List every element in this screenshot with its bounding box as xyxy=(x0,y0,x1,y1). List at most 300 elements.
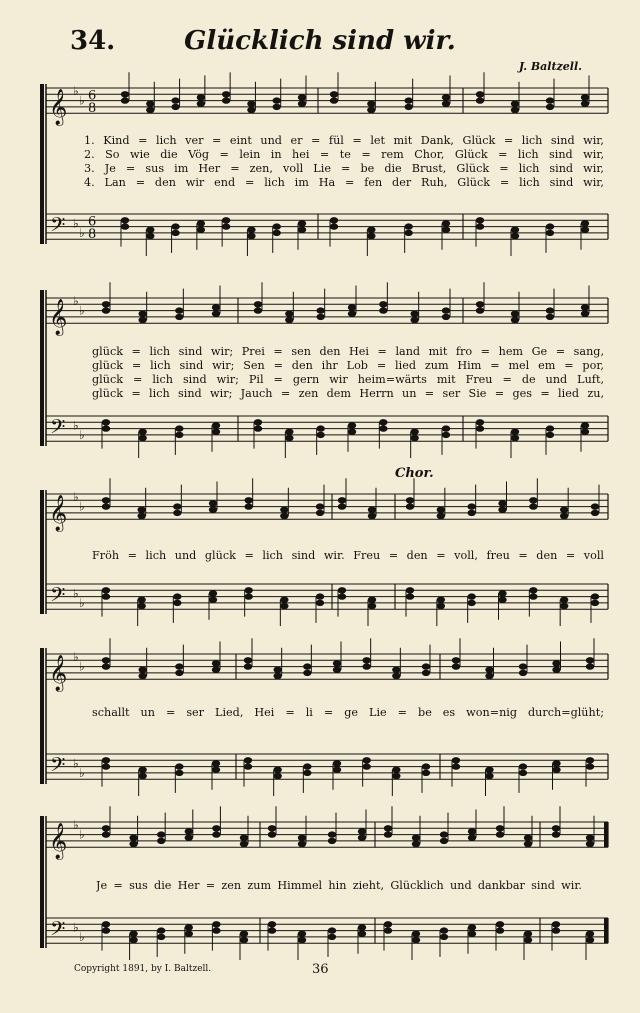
note xyxy=(285,317,293,323)
note xyxy=(524,841,532,847)
verses-system-2 xyxy=(92,345,604,401)
note xyxy=(212,831,220,837)
note xyxy=(212,311,220,317)
note xyxy=(406,497,414,503)
note xyxy=(476,97,484,103)
note xyxy=(247,101,255,107)
note xyxy=(185,828,193,834)
note xyxy=(173,510,181,516)
note xyxy=(247,227,255,233)
bass-clef: 𝄢 xyxy=(50,213,66,242)
flat-sign: ♭ xyxy=(73,294,79,309)
note xyxy=(529,497,537,503)
note xyxy=(586,657,594,663)
note xyxy=(175,763,183,769)
note xyxy=(121,217,129,223)
note xyxy=(338,587,346,593)
note xyxy=(529,593,537,599)
note xyxy=(586,841,594,847)
note xyxy=(212,921,220,927)
note xyxy=(212,304,220,310)
bass-clef: 𝄢 xyxy=(50,917,66,946)
note xyxy=(285,429,293,435)
note xyxy=(244,497,252,503)
note xyxy=(273,673,281,679)
note xyxy=(121,223,129,229)
note xyxy=(171,223,179,229)
note xyxy=(498,500,506,506)
note xyxy=(485,767,493,773)
note xyxy=(440,838,448,844)
hymn-title: Glücklich sind wir. xyxy=(184,26,456,56)
note xyxy=(442,101,450,107)
note xyxy=(476,419,484,425)
note xyxy=(437,603,445,609)
note xyxy=(298,101,306,107)
note xyxy=(212,667,220,673)
note xyxy=(222,217,230,223)
note xyxy=(368,597,376,603)
note xyxy=(316,425,324,431)
note xyxy=(368,603,376,609)
note xyxy=(524,931,532,937)
note xyxy=(222,97,230,103)
note xyxy=(581,227,589,233)
note xyxy=(358,931,366,937)
note xyxy=(442,314,450,320)
note xyxy=(316,510,324,516)
note xyxy=(358,835,366,841)
hymn-number: 34. xyxy=(70,26,116,56)
bass-clef: 𝄢 xyxy=(50,753,66,782)
note xyxy=(379,307,387,313)
note xyxy=(476,223,484,229)
note xyxy=(330,223,338,229)
treble-clef: 𝄞 xyxy=(49,823,68,860)
note xyxy=(410,429,418,435)
note xyxy=(102,927,110,933)
copyright: Copyright 1891, by I. Baltzell. xyxy=(74,964,212,974)
note xyxy=(102,503,110,509)
note xyxy=(392,667,400,673)
system-brace xyxy=(40,84,44,244)
note xyxy=(468,835,476,841)
note xyxy=(240,835,248,841)
note xyxy=(280,513,288,519)
note xyxy=(442,227,450,233)
note xyxy=(330,217,338,223)
note xyxy=(442,307,450,313)
note xyxy=(244,763,252,769)
note xyxy=(440,927,448,933)
note xyxy=(175,670,183,676)
note xyxy=(273,223,281,229)
note xyxy=(511,311,519,317)
note xyxy=(552,927,560,933)
note xyxy=(268,831,276,837)
note xyxy=(171,104,179,110)
note xyxy=(175,770,183,776)
note xyxy=(244,757,252,763)
note xyxy=(442,425,450,431)
note xyxy=(552,921,560,927)
flat-sign: ♭ xyxy=(73,490,79,505)
note xyxy=(362,757,370,763)
note xyxy=(519,670,527,676)
note xyxy=(467,593,475,599)
note xyxy=(316,432,324,438)
note xyxy=(529,587,537,593)
note xyxy=(410,311,418,317)
verse-line: glück = lich sind wir; Pil = gern wir heim=wärts mit Freu = de und Luft, xyxy=(92,373,604,386)
note xyxy=(367,101,375,107)
chorus-lyric-1: Fröh = lich und glück = lich sind wir. Freu = den = voll, freu = den = voll xyxy=(92,549,604,562)
note xyxy=(316,600,324,606)
note xyxy=(552,831,560,837)
note xyxy=(102,757,110,763)
time-signature: 6 xyxy=(88,88,97,104)
note xyxy=(212,422,220,428)
note xyxy=(581,220,589,226)
note xyxy=(328,934,336,940)
note xyxy=(511,435,519,441)
note xyxy=(581,311,589,317)
note xyxy=(581,94,589,100)
note xyxy=(285,311,293,317)
note xyxy=(358,828,366,834)
note xyxy=(467,510,475,516)
note xyxy=(496,825,504,831)
note xyxy=(121,91,129,97)
note xyxy=(303,763,311,769)
note xyxy=(121,97,129,103)
flat-sign: ♭ xyxy=(79,427,85,442)
composer: J. Baltzell. xyxy=(518,60,582,73)
note xyxy=(368,507,376,513)
note xyxy=(157,934,165,940)
note xyxy=(138,667,146,673)
note xyxy=(146,101,154,107)
note xyxy=(437,507,445,513)
note xyxy=(138,311,146,317)
note xyxy=(358,924,366,930)
note xyxy=(591,593,599,599)
note xyxy=(560,513,568,519)
note xyxy=(212,429,220,435)
time-signature: 8 xyxy=(88,227,97,243)
note xyxy=(468,931,476,937)
note xyxy=(254,419,262,425)
note xyxy=(316,307,324,313)
note xyxy=(392,773,400,779)
note xyxy=(303,670,311,676)
note xyxy=(452,763,460,769)
note xyxy=(560,507,568,513)
note xyxy=(404,223,412,229)
note xyxy=(552,667,560,673)
note xyxy=(102,587,110,593)
note xyxy=(581,429,589,435)
note xyxy=(581,304,589,310)
note xyxy=(511,429,519,435)
note xyxy=(404,97,412,103)
verses-system-1 xyxy=(84,134,604,190)
note xyxy=(209,590,217,596)
note xyxy=(511,317,519,323)
note xyxy=(157,927,165,933)
note xyxy=(412,835,420,841)
note xyxy=(298,94,306,100)
note xyxy=(173,503,181,509)
note xyxy=(362,663,370,669)
note xyxy=(316,503,324,509)
note xyxy=(452,657,460,663)
note xyxy=(452,663,460,669)
note xyxy=(138,767,146,773)
verse-line: 2. So wie die Vög = lein in hei = te = rem Chor, Glück = lich sind wir, xyxy=(84,148,604,161)
note xyxy=(333,760,341,766)
note xyxy=(157,831,165,837)
note xyxy=(244,593,252,599)
flat-sign: ♭ xyxy=(79,929,85,944)
system-brace xyxy=(40,290,44,446)
note xyxy=(212,660,220,666)
note xyxy=(138,429,146,435)
note xyxy=(476,425,484,431)
note xyxy=(367,107,375,113)
flat-sign: ♭ xyxy=(79,765,85,780)
note xyxy=(298,937,306,943)
note xyxy=(254,301,262,307)
note xyxy=(212,760,220,766)
note xyxy=(280,603,288,609)
note xyxy=(581,422,589,428)
note xyxy=(442,220,450,226)
note xyxy=(209,500,217,506)
note xyxy=(244,663,252,669)
note xyxy=(348,429,356,435)
note xyxy=(348,304,356,310)
note xyxy=(197,101,205,107)
note xyxy=(442,94,450,100)
note xyxy=(212,825,220,831)
note xyxy=(268,825,276,831)
note xyxy=(102,425,110,431)
note xyxy=(175,314,183,320)
note xyxy=(285,435,293,441)
note xyxy=(496,921,504,927)
note xyxy=(362,657,370,663)
verse-line: glück = lich sind wir; Sen = den ihr Lob = lied zum Him = mel em = por, xyxy=(92,359,604,372)
note xyxy=(476,307,484,313)
treble-clef: 𝄞 xyxy=(49,495,68,532)
note xyxy=(586,757,594,763)
note xyxy=(102,593,110,599)
note xyxy=(422,770,430,776)
note xyxy=(546,425,554,431)
note xyxy=(316,314,324,320)
note xyxy=(546,432,554,438)
note xyxy=(102,301,110,307)
note xyxy=(511,227,519,233)
note xyxy=(222,223,230,229)
note xyxy=(348,311,356,317)
note xyxy=(476,91,484,97)
note xyxy=(476,301,484,307)
note xyxy=(560,603,568,609)
note xyxy=(586,663,594,669)
note xyxy=(138,673,146,679)
note xyxy=(240,937,248,943)
note xyxy=(175,663,183,669)
note xyxy=(268,921,276,927)
note xyxy=(546,97,554,103)
note xyxy=(254,307,262,313)
note xyxy=(333,667,341,673)
note xyxy=(524,937,532,943)
note xyxy=(552,660,560,666)
note xyxy=(303,663,311,669)
note xyxy=(175,432,183,438)
note xyxy=(467,600,475,606)
note xyxy=(298,931,306,937)
note xyxy=(303,770,311,776)
verse-line: 1. Kind = lich ver = eint und er = fül = let mit Dank, Glück = lich sind wir, xyxy=(84,134,604,147)
note xyxy=(129,841,137,847)
note xyxy=(367,233,375,239)
note xyxy=(185,924,193,930)
note xyxy=(102,497,110,503)
treble-clef: 𝄞 xyxy=(49,299,68,336)
note xyxy=(328,927,336,933)
flat-sign: ♭ xyxy=(73,418,79,433)
treble-clef: 𝄞 xyxy=(49,89,68,126)
note xyxy=(197,220,205,226)
chorus-lyric-2: schallt un = ser Lied, Hei = li = ge Lie = be es won=nig durch=glüht; xyxy=(92,706,604,719)
note xyxy=(338,503,346,509)
bass-clef: 𝄢 xyxy=(50,583,66,612)
note xyxy=(546,230,554,236)
note xyxy=(410,435,418,441)
flat-sign: ♭ xyxy=(73,920,79,935)
note xyxy=(384,927,392,933)
note xyxy=(476,217,484,223)
time-signature: 8 xyxy=(88,101,97,117)
note xyxy=(280,597,288,603)
note xyxy=(412,841,420,847)
note xyxy=(546,104,554,110)
note xyxy=(175,307,183,313)
note xyxy=(410,317,418,323)
note xyxy=(406,593,414,599)
note xyxy=(406,587,414,593)
note xyxy=(384,825,392,831)
note xyxy=(146,233,154,239)
note xyxy=(102,307,110,313)
note xyxy=(379,419,387,425)
note xyxy=(298,835,306,841)
note xyxy=(240,931,248,937)
note xyxy=(137,507,145,513)
note xyxy=(102,657,110,663)
note xyxy=(591,510,599,516)
note xyxy=(146,107,154,113)
note xyxy=(138,435,146,441)
note xyxy=(485,773,493,779)
note xyxy=(273,773,281,779)
note xyxy=(330,91,338,97)
note xyxy=(552,760,560,766)
page-number: 36 xyxy=(312,962,329,977)
note xyxy=(524,835,532,841)
note xyxy=(467,503,475,509)
note xyxy=(440,934,448,940)
note xyxy=(316,593,324,599)
note xyxy=(496,927,504,933)
note xyxy=(129,835,137,841)
note xyxy=(586,931,594,937)
system-brace xyxy=(40,816,44,948)
note xyxy=(129,937,137,943)
note xyxy=(452,757,460,763)
note xyxy=(519,663,527,669)
note xyxy=(348,422,356,428)
note xyxy=(586,937,594,943)
note xyxy=(485,667,493,673)
note xyxy=(298,220,306,226)
note xyxy=(197,227,205,233)
chorus-lyric-3: Je = sus die Her = zen zum Himmel hin zieht, Glücklich und dankbar sind wir. xyxy=(96,879,582,892)
note xyxy=(102,419,110,425)
note xyxy=(546,307,554,313)
note xyxy=(546,314,554,320)
note xyxy=(254,425,262,431)
note xyxy=(209,507,217,513)
flat-sign: ♭ xyxy=(73,756,79,771)
note xyxy=(404,104,412,110)
note xyxy=(137,597,145,603)
treble-clef: 𝄞 xyxy=(49,655,68,692)
note xyxy=(498,507,506,513)
note xyxy=(468,924,476,930)
verse-line: glück = lich sind wir; Jauch = zen dem Herrn un = ser Sie = ges = lied zu, xyxy=(92,387,604,400)
note xyxy=(273,667,281,673)
flat-sign: ♭ xyxy=(79,93,85,108)
note xyxy=(412,937,420,943)
note xyxy=(511,101,519,107)
note xyxy=(384,921,392,927)
flat-sign: ♭ xyxy=(79,595,85,610)
note xyxy=(197,94,205,100)
note xyxy=(496,831,504,837)
note xyxy=(437,597,445,603)
note xyxy=(333,767,341,773)
note xyxy=(273,97,281,103)
note xyxy=(212,767,220,773)
note xyxy=(379,425,387,431)
note xyxy=(102,763,110,769)
note xyxy=(367,227,375,233)
note xyxy=(412,931,420,937)
note xyxy=(519,770,527,776)
flat-sign: ♭ xyxy=(79,659,85,674)
note xyxy=(209,597,217,603)
note xyxy=(406,503,414,509)
note xyxy=(437,513,445,519)
note xyxy=(338,593,346,599)
note xyxy=(173,600,181,606)
note xyxy=(212,927,220,933)
